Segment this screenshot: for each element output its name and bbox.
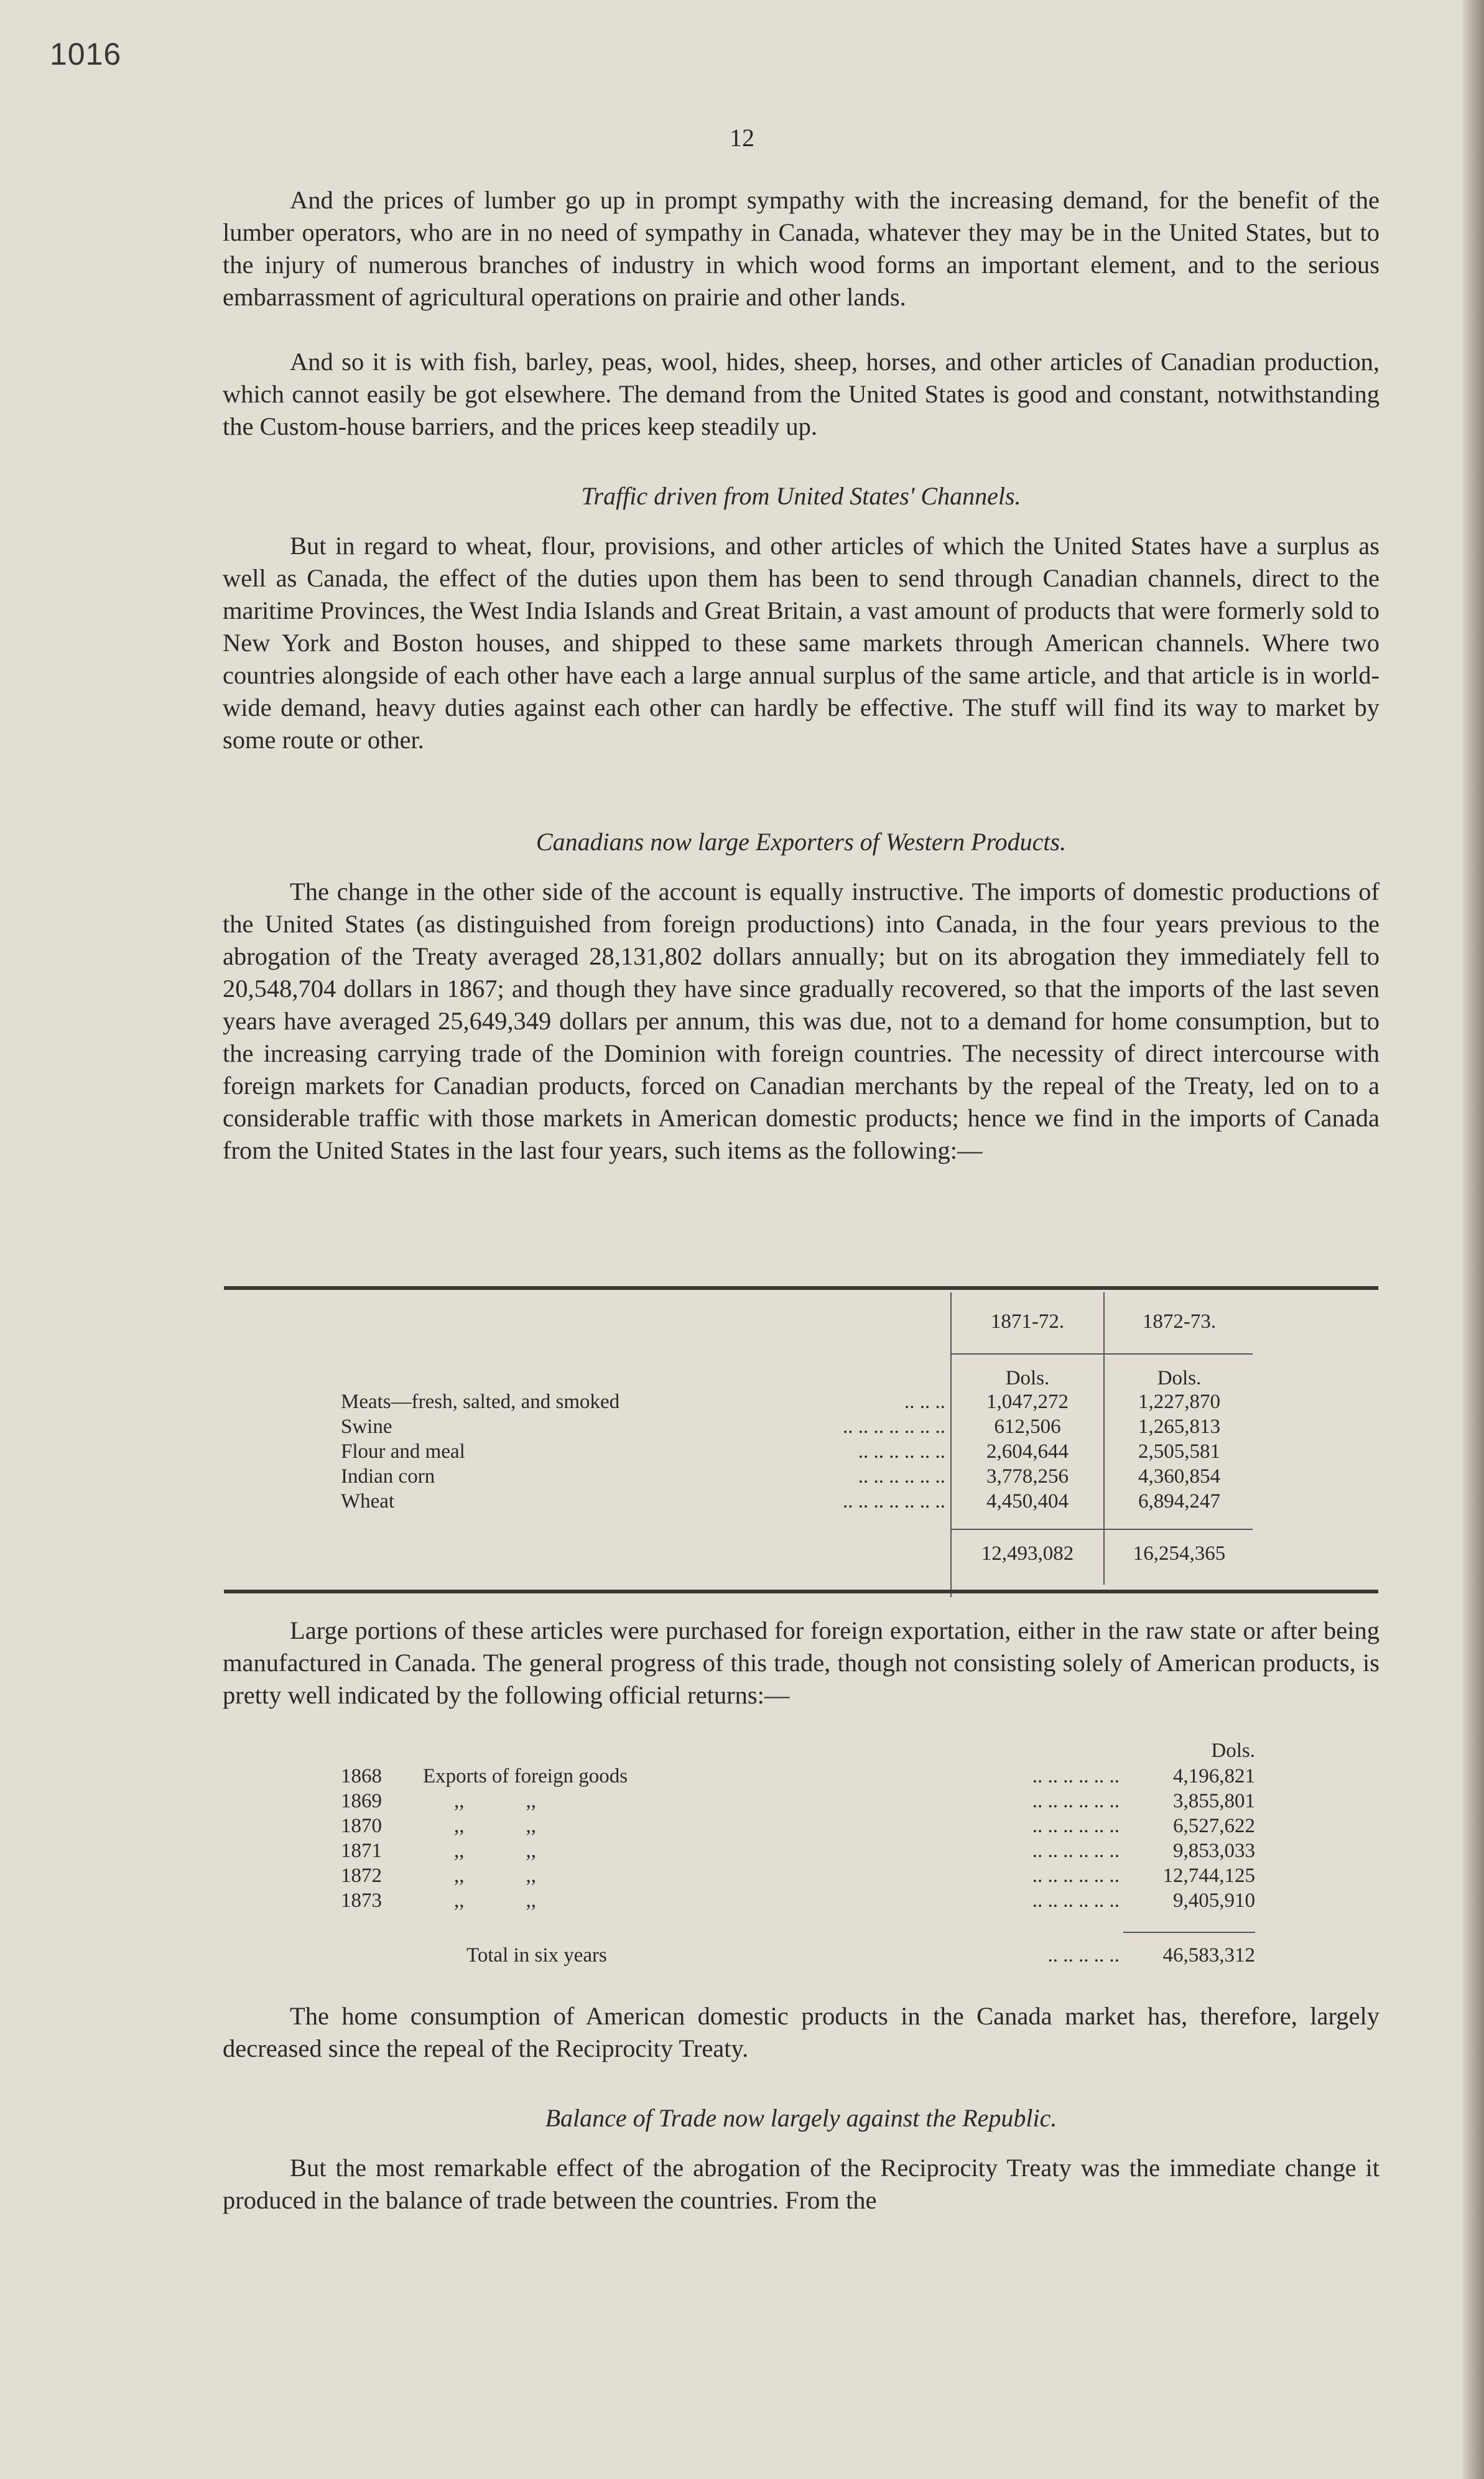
table-cell: 9,405,910 [1173, 1889, 1255, 1912]
total-label: Total in six years [466, 1944, 607, 1967]
row-year: 1872 [341, 1865, 382, 1887]
table-cell: 2,505,581 [1138, 1440, 1220, 1463]
leader-dots: .. .. .. .. .. .. [858, 1465, 945, 1488]
table-total: 12,493,082 [981, 1542, 1074, 1565]
table-cell: 1,227,870 [1138, 1391, 1220, 1413]
leader-dots: .. .. .. .. .. .. [1032, 1790, 1120, 1812]
table-cell: 1,265,813 [1138, 1416, 1220, 1438]
unit-label: Dols. [1157, 1367, 1202, 1389]
row-year: 1868 [341, 1765, 382, 1787]
leader-dots: .. .. .. .. .. .. [1032, 1889, 1120, 1912]
page-number: 12 [730, 124, 754, 152]
row-label: ,, ,, [454, 1889, 536, 1912]
table-cell: 612,506 [994, 1416, 1061, 1438]
leader-dots: .. .. .. .. .. .. [1032, 1840, 1120, 1862]
table-cell: 12,744,125 [1162, 1865, 1255, 1887]
table-cell: 4,450,404 [986, 1490, 1069, 1513]
row-year: 1873 [341, 1889, 382, 1912]
table-cell: 3,855,801 [1173, 1790, 1255, 1812]
archive-stamp-number: 1016 [50, 37, 122, 72]
leader-dots: .. .. .. .. .. [1047, 1944, 1120, 1967]
row-label: ,, ,, [454, 1865, 536, 1887]
row-year: 1869 [341, 1790, 382, 1812]
table-total: 16,254,365 [1133, 1542, 1226, 1565]
row-label: Wheat [341, 1490, 395, 1513]
table-cell: 1,047,272 [986, 1391, 1069, 1413]
row-label: Swine [341, 1416, 392, 1438]
leader-dots: .. .. .. .. .. .. .. [843, 1490, 945, 1513]
leader-dots: .. .. .. [904, 1391, 945, 1413]
row-label: ,, ,, [454, 1790, 536, 1812]
table-cell: 6,894,247 [1138, 1490, 1220, 1513]
paragraph-wheat: But in regard to wheat, flour, provisions, and other articles of which the United States have a surplus as well as Canada, the effect of the duties upon them has been to send through Canadian channels, direct to the maritime Provinces, the West India Islands and Great Britain, a vast amount of products that were formerly sold to New York and Boston houses, and shipped to these same markets through American channels. Where two countries alongside of each other have each a large annual surplus of the same article, and that article is in world-wide demand, heavy duties against each other can hardly be effective. The stuff will find its way to market by some route or other. [223, 532, 1380, 754]
column-header: 1871-72. [990, 1310, 1065, 1333]
row-label: ,, ,, [454, 1840, 536, 1862]
table-cell: 9,853,033 [1173, 1840, 1255, 1862]
paragraph-fish: And so it is with fish, barley, peas, wool, hides, sheep, horses, and other articles of Canadian production, which cannot easily be got elsewhere. The demand from the United States is good and constant, notwithstanding the Custom-house barriers, and the prices keep steadily up. [223, 348, 1380, 440]
total-rule [950, 1529, 1253, 1530]
paragraph-lumber: And the prices of lumber go up in prompt sympathy with the increasing demand, for the benefit of the lumber operators, who are in no need of sympathy in Canada, whatever they may be in the United States, but to the injury of numerous branches of industry in which wood forms an important element, and to the serious embarrassment of agricultural operations on prairie and other lands. [223, 186, 1380, 311]
table-total: 46,583,312 [1162, 1944, 1255, 1967]
leader-dots: .. .. .. .. .. .. [1032, 1815, 1120, 1837]
paragraph-exportation: Large portions of these articles were purchased for foreign exportation, either in the raw state or after being manufactured in Canada. The general progress of this trade, though not consisting solely of American products, is pretty well indicated by the following official returns:— [223, 1616, 1380, 1709]
table-cell: 4,196,821 [1173, 1765, 1255, 1787]
paragraph-imports: The change in the other side of the account is equally instructive. The imports of domestic productions of the United States (as distinguished from foreign productions) into Canada, in the four years previous to the abrogation of the Treaty averaged 28,131,802 dollars annually; but on its abrogation they immediately fell to 20,548,704 dollars in 1867; and though they have since gradually recovered, so that the imports of the last seven years have averaged 25,649,349 dollars per annum, this was due, not to a demand for home consumption, but to the increasing carrying trade of the Dominion with foreign countries. The necessity of direct intercourse with foreign markets for Canadian products, forced on Canadian merchants by the repeal of the Treaty, led on to a considerable traffic with those markets in American domestic products; hence we find in the imports of Canada from the United States in the last four years, such items as the following:— [223, 878, 1380, 1164]
heading-balance: Balance of Trade now largely against the Republic. [545, 2104, 1057, 2132]
table-bottom-rule [224, 1590, 1378, 1593]
total-rule [1123, 1932, 1255, 1933]
heading-canadians: Canadians now large Exporters of Western Products. [536, 828, 1067, 856]
leader-dots: .. .. .. .. .. .. .. [843, 1416, 945, 1438]
header-underline [950, 1353, 1253, 1355]
unit-label: Dols. [1211, 1740, 1255, 1762]
row-year: 1871 [341, 1840, 382, 1862]
row-label: Exports of foreign goods [423, 1765, 628, 1787]
row-label: Flour and meal [341, 1440, 465, 1463]
row-label: Meats—fresh, salted, and smoked [341, 1391, 620, 1413]
table-cell: 3,778,256 [986, 1465, 1069, 1488]
paragraph-balance: But the most remarkable effect of the abrogation of the Reciprocity Treaty was the immediate change it produced in the balance of trade between the countries. From the [223, 2154, 1380, 2214]
column-header: 1872-73. [1142, 1310, 1217, 1333]
leader-dots: .. .. .. .. .. .. [1032, 1765, 1120, 1787]
row-label: Indian corn [341, 1465, 435, 1488]
row-year: 1870 [341, 1815, 382, 1837]
table-cell: 4,360,854 [1138, 1465, 1220, 1488]
table-cell: 2,604,644 [986, 1440, 1069, 1463]
table-top-rule [224, 1286, 1378, 1290]
leader-dots: .. .. .. .. .. .. [858, 1440, 945, 1463]
heading-traffic: Traffic driven from United States' Channels. [581, 482, 1021, 510]
table-cell: 6,527,622 [1173, 1815, 1255, 1837]
paragraph-home-consumption: The home consumption of American domestic products in the Canada market has, therefore, largely decreased since the repeal of the Reciprocity Treaty. [223, 2002, 1380, 2062]
page-edge-shadow [1463, 0, 1484, 2479]
unit-label: Dols. [1005, 1367, 1050, 1389]
leader-dots: .. .. .. .. .. .. [1032, 1865, 1120, 1887]
row-label: ,, ,, [454, 1815, 536, 1837]
